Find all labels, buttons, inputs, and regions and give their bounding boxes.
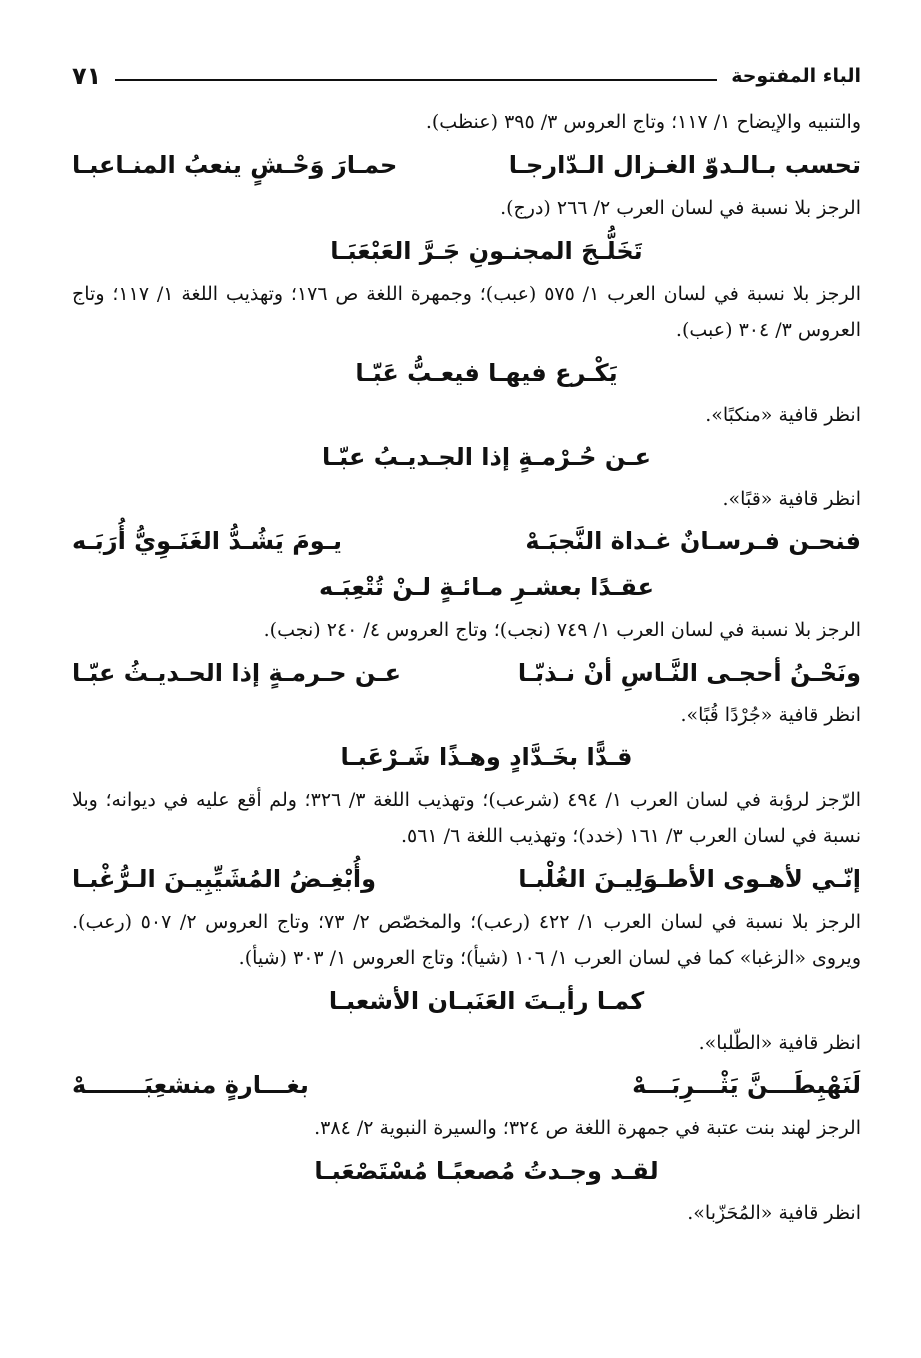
verse-line	[72, 1064, 861, 1106]
verse-second-hemistich: يـومَ يَشُـدُّ الغَنَـوِيُّ أُرَبَـه	[72, 527, 343, 555]
citation-paragraph: الرجز بلا نسبة في لسان العرب ١/ ٧٤٩ (نجب)؛ وتاج العروس ٤/ ٢٤٠ (نجب).	[263, 619, 861, 641]
header-rule	[115, 79, 717, 81]
verse-first-hemistich: تحسب بـالـدوّ الغـزال الـدّارجـا	[508, 151, 861, 179]
verse-line-centered: عـن حُـرْمـةٍ إذا الجـديـبُ عبّـا	[321, 443, 652, 471]
verse-second-hemistich: بغـــارةٍ منشعِبَـــــــهْ	[72, 1071, 309, 1099]
verse-line	[72, 652, 861, 694]
citation-paragraph: الرجز لهند بنت عتبة في جمهرة اللغة ص ٣٢٤؛ والسيرة النبوية ٢/ ٣٨٤.	[314, 1117, 861, 1139]
cross-reference: انظر قافية «المُحَزّبا».	[687, 1202, 861, 1224]
verse-line	[72, 144, 861, 186]
running-header	[72, 56, 861, 96]
verse-first-hemistich: إنّـي لأهـوى الأطـوَلِيـنَ الغُلْبـا	[518, 865, 861, 893]
verse-first-hemistich: لَنَهْبِطَـــنَّ يَثْـــرِبَـــهْ	[632, 1071, 861, 1099]
page-number: ٧١	[72, 62, 102, 90]
verse-line-centered: تَخَلُّـجَ المجنـونِ جَـرَّ العَبْعَبَـا	[330, 237, 643, 265]
citation-paragraph: الرجز بلا نسبة في لسان العرب ١/ ٥٧٥ (عبب)؛ وجمهرة اللغة ص ١٧٦؛ وتهذيب اللغة ١/ ١١٧؛ وتاج العروس ٣/ ٣٠٤ (عبب).	[72, 283, 861, 341]
verse-line	[72, 858, 861, 900]
verse-line-centered: يَكْـرع فيهـا فيعـبُّ عَبّـا	[355, 359, 618, 387]
verse-line-centered: كمـا رأيـتَ العَنَبـان الأشعبـا	[328, 987, 645, 1015]
section-title: الباء المفتوحة	[731, 65, 861, 87]
page-body	[72, 104, 861, 1230]
verse-second-hemistich: عـن حـرمـةٍ إذا الحـديـثُ عبّـا	[72, 659, 402, 687]
verse-line-centered: عقـدًا بعشـرِ مـائـةٍ لـنْ تُتْعِبَـه	[318, 573, 655, 601]
citation-paragraph: والتنبيه والإيضاح ١/ ١١٧؛ وتاج العروس ٣/ ٣٩٥ (عنظب).	[425, 111, 861, 133]
citation-paragraph: الرجز بلا نسبة في لسان العرب ٢/ ٢٦٦ (درج).	[500, 197, 861, 219]
cross-reference: انظر قافية «الطّلبا».	[698, 1032, 861, 1054]
verse-line-centered: قـدًّا بخَـدَّادٍ وهـذًا شَـرْعَبـا	[340, 743, 633, 771]
cross-reference: انظر قافية «منكبًا».	[705, 404, 861, 426]
cross-reference: انظر قافية «قبًا».	[722, 488, 861, 510]
verse-line-centered: لقـد وجـدتُ مُصعبًـا مُسْتَصْعَبـا	[314, 1157, 659, 1185]
verse-first-hemistich: ونَحْـنُ أحجـى النَّـاسِ أنْ نـذبّـا	[517, 659, 861, 687]
verse-line	[72, 520, 861, 562]
verse-first-hemistich: فنحـن فـرسـانٌ غـداة النَّجبَـهْ	[525, 527, 861, 555]
citation-paragraph: الرّجز لرؤبة في لسان العرب ١/ ٤٩٤ (شرعب)؛ وتهذيب اللغة ٣/ ٣٢٦؛ ولم أقع عليه في ديوانه؛ وبلا نسبة في لسان العرب ٣/ ١٦١ (خدد)؛ وتهذيب اللغة ٦/ ٥٦١.	[72, 789, 861, 847]
verse-second-hemistich: حمـارَ وَحْـشٍ ينعبُ المنـاعبـا	[72, 151, 398, 179]
cross-reference: انظر قافية «جُرْدًا قُبًا».	[680, 704, 861, 726]
verse-second-hemistich: وأُبْغِـضُ المُشَيِّبِيـنَ الـرُّغْبـا	[72, 865, 377, 893]
citation-paragraph: الرجز بلا نسبة في لسان العرب ١/ ٤٢٢ (رعب)؛ والمخصّص ٢/ ٧٣؛ وتاج العروس ٢/ ٥٠٧ (رعب). ويروى «الزغبا» كما في لسان العرب ١/ ١٠٦ (شيأ)؛ وتاج العروس ١/ ٣٠٣ (شيأ).	[72, 911, 861, 969]
